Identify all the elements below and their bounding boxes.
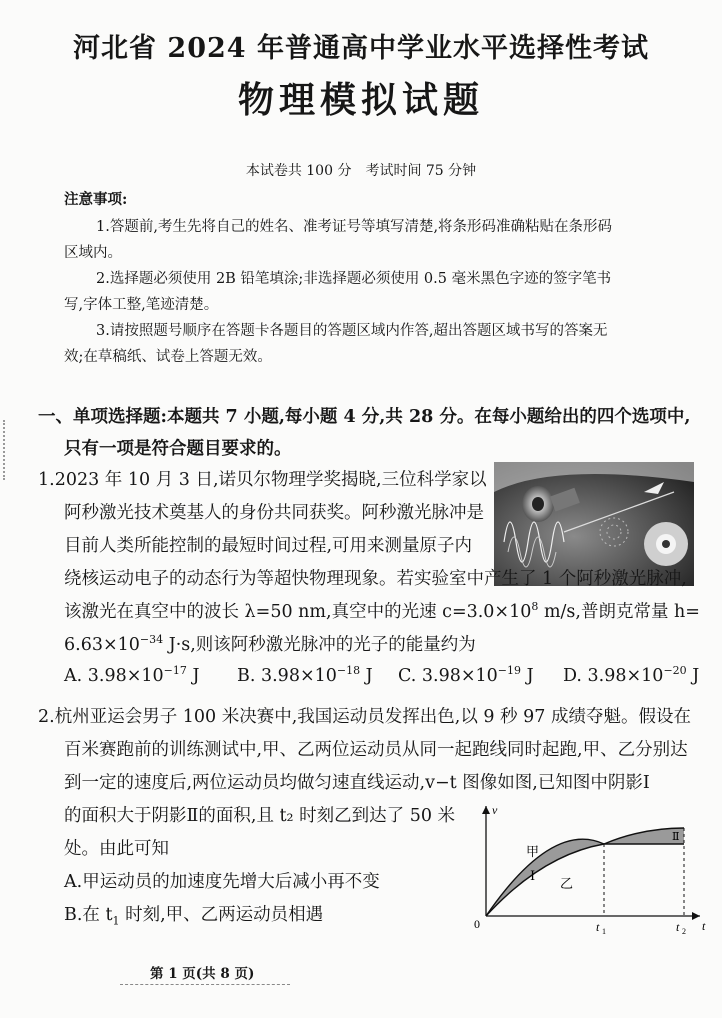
exam-info: 本试卷共 100 分 考试时间 75 分钟 <box>245 163 477 179</box>
q1-line-5: 该激光在真空中的波长 λ=50 nm,真空中的光速 $c=3.0\times 10^8$ m/s,普朗克常量 h= <box>64 600 700 622</box>
label-shade-2: Ⅱ <box>672 830 680 843</box>
q1-line: 绕核运动电子的动态行为等超快物理现象。若实验室中产生了 1 个阿秒激光脉冲, <box>64 569 687 589</box>
label-t2: t <box>676 920 680 934</box>
label-jia: 甲 <box>526 845 540 860</box>
q2-line: 百米赛跑前的训练测试中,甲、乙两位运动员从同一起跑线同时起跑,甲、乙分别达 <box>64 740 688 760</box>
q1-line-6: $6.63\times 10^{-34}$ J·s,则该阿秒激光脉冲的光子的能量约为 <box>64 633 476 655</box>
axis-v-label: v <box>492 803 498 817</box>
q2-line: 处。由此可知 <box>64 839 169 859</box>
q1-line: 1.2023 年 10 月 3 日,诺贝尔物理学奖揭晓,三位科学家以 <box>38 470 487 490</box>
shaded-region-1 <box>486 839 604 916</box>
section-heading-cont: 只有一项是符合题目要求的。 <box>64 439 292 459</box>
notice-line: 3.请按照题号顺序在答题卡各题目的答题区域内作答,超出答题区域书写的答案无 <box>96 323 608 339</box>
v-t-diagram <box>472 800 712 940</box>
notice-line: 写,字体工整,笔迹清楚。 <box>64 297 219 313</box>
q2-option-b: B.在 $t_1$ 时刻,甲、乙两运动员相遇 <box>64 905 324 928</box>
label-t1: t <box>596 920 600 934</box>
q2-line: 2.杭州亚运会男子 100 米决赛中,我国运动员发挥出色,以 9 秒 97 成绩夺魁。假设在 <box>38 707 692 727</box>
q1-line: 阿秒激光技术奠基人的身份共同获奖。阿秒激光脉冲是 <box>64 503 484 523</box>
section-heading: 一、单项选择题:本题共 7 小题,每小题 4 分,共 28 分。在每小题给出的四个选项中, <box>38 407 691 427</box>
q1-option-a: A. $3.98\times 10^{-17}$ J <box>64 664 200 686</box>
binding-margin-dots <box>3 420 7 480</box>
footer-underline <box>120 980 290 985</box>
axis-t-label: t <box>702 919 706 933</box>
label-yi: 乙 <box>560 877 574 892</box>
q1-option-c: C. $3.98\times 10^{-19}$ J <box>398 664 534 686</box>
q2-line: 的面积大于阴影Ⅱ的面积,且 t₂ 时刻乙到达了 50 米 <box>64 806 456 826</box>
exam-title: 河北省 2024 年普通高中学业水平选择性考试 <box>73 33 649 64</box>
page-footer: 第 1 页(共 8 页) <box>150 966 255 982</box>
origin-label: 0 <box>474 917 480 931</box>
notice-line: 1.答题前,考生先将自己的姓名、准考证号等填写清楚,将条形码准确粘贴在条形码 <box>96 219 613 235</box>
q1-line: 目前人类所能控制的最短时间过程,可用来测量原子内 <box>64 536 473 556</box>
notice-line: 区域内。 <box>64 245 122 261</box>
q2-option-a: A.甲运动员的加速度先增大后减小再不变 <box>64 872 380 892</box>
notice-line: 2.选择题必须使用 2B 铅笔填涂;非选择题必须使用 0.5 毫米黑色字迹的签字笔书 <box>96 271 612 287</box>
label-t2-sub: 2 <box>682 927 686 936</box>
q1-option-d: D. $3.98\times 10^{-20}$ J <box>563 664 700 686</box>
label-t1-sub: 1 <box>602 927 606 936</box>
notice-heading: 注意事项: <box>64 191 128 208</box>
notice-line: 效;在草稿纸、试卷上答题无效。 <box>64 349 272 365</box>
exam-subtitle: 物理模拟试题 <box>237 79 484 121</box>
q1-option-b: B. $3.98\times 10^{-18}$ J <box>237 664 373 686</box>
label-shade-1: Ⅰ <box>530 869 536 884</box>
q2-line: 到一定的速度后,两位运动员均做匀速直线运动,v−t 图像如图,已知图中阴影Ⅰ <box>64 773 650 793</box>
